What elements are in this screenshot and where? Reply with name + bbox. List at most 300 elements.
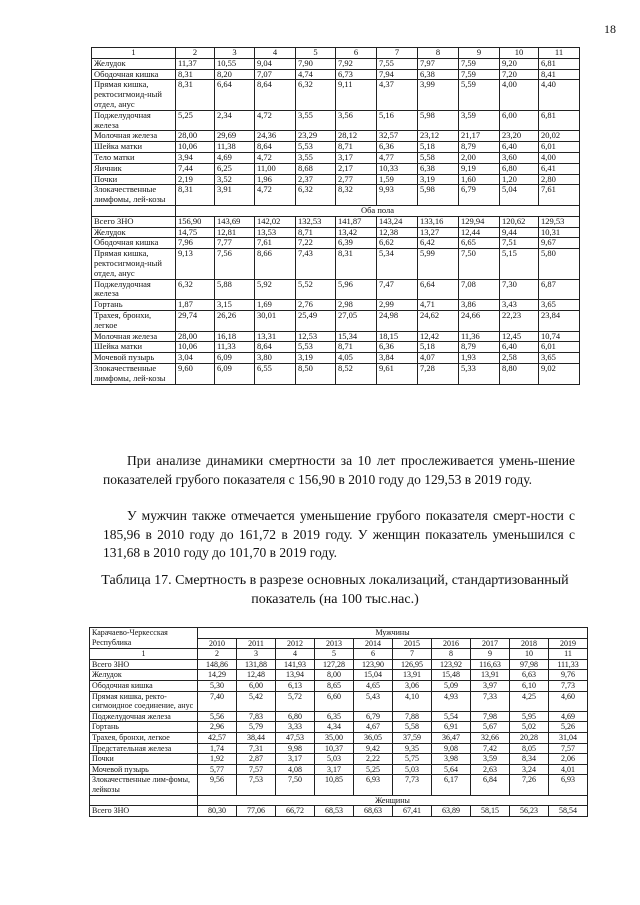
table-cell: 7,59 bbox=[459, 69, 500, 80]
row-label: Мочевой пузырь bbox=[90, 764, 198, 775]
table-cell: 56,23 bbox=[510, 806, 549, 817]
table-cell: 4,77 bbox=[377, 152, 418, 163]
table-cell: 3,43 bbox=[500, 300, 539, 311]
table-cell: 5,96 bbox=[336, 279, 377, 300]
column-number: 8 bbox=[432, 649, 471, 660]
table-cell: 3,98 bbox=[432, 754, 471, 765]
row-label: Всего ЗНО bbox=[90, 806, 198, 817]
table-cell: 11,00 bbox=[255, 163, 296, 174]
table-cell: 2,63 bbox=[471, 764, 510, 775]
table-cell: 4,37 bbox=[377, 80, 418, 110]
table-cell: 5,58 bbox=[393, 722, 432, 733]
table-cell: 6,91 bbox=[432, 722, 471, 733]
table-cell: 6,84 bbox=[471, 775, 510, 795]
table-cell: 8,71 bbox=[336, 342, 377, 353]
table-cell: 6,65 bbox=[459, 238, 500, 249]
table-cell: 6,93 bbox=[549, 775, 588, 795]
table-cell: 6,80 bbox=[276, 711, 315, 722]
table-cell: 8,71 bbox=[296, 227, 336, 238]
table-header-row bbox=[90, 628, 588, 639]
row-label: Мочевой пузырь bbox=[92, 353, 176, 364]
table-cell: 6,40 bbox=[500, 142, 539, 153]
table-cell: 15,34 bbox=[336, 331, 377, 342]
table-cell: 141,93 bbox=[276, 659, 315, 670]
table-cell: 6,42 bbox=[418, 238, 459, 249]
table-cell: 66,72 bbox=[276, 806, 315, 817]
column-number: 8 bbox=[418, 48, 459, 59]
table-cell: 9,02 bbox=[539, 363, 580, 384]
table-cell: 7,61 bbox=[255, 238, 296, 249]
table-cell: 8,31 bbox=[176, 185, 215, 206]
table-cell: 2,98 bbox=[336, 300, 377, 311]
table-row bbox=[92, 363, 580, 384]
table-cell: 8,31 bbox=[176, 80, 215, 110]
table-cell: 5,92 bbox=[255, 279, 296, 300]
table-cell: 9,56 bbox=[198, 775, 237, 795]
table-cell: 5,03 bbox=[393, 764, 432, 775]
row-label: Желудок bbox=[92, 58, 176, 69]
table-cell: 6,87 bbox=[539, 279, 580, 300]
table-cell: 4,69 bbox=[215, 152, 255, 163]
table-row bbox=[92, 353, 580, 364]
table-cell: 2,00 bbox=[459, 152, 500, 163]
table-cell: 131,88 bbox=[237, 659, 276, 670]
table-cell: 4,00 bbox=[539, 152, 580, 163]
table-cell: 6,40 bbox=[500, 342, 539, 353]
table-cell: 7,33 bbox=[471, 691, 510, 711]
table-cell: 25,49 bbox=[296, 310, 336, 331]
row-label: Злокачественные лимфомы, лей-козы bbox=[92, 185, 176, 206]
table-cell: 2,58 bbox=[500, 353, 539, 364]
table-cell: 22,23 bbox=[500, 310, 539, 331]
row-label: Поджелудочная железа bbox=[90, 711, 198, 722]
table-cell: 5,95 bbox=[510, 711, 549, 722]
table-cell: 4,00 bbox=[500, 80, 539, 110]
table-row bbox=[92, 310, 580, 331]
table-cell: 8,80 bbox=[500, 363, 539, 384]
table-cell: 8,41 bbox=[539, 69, 580, 80]
table-cell: 9,61 bbox=[377, 363, 418, 384]
table-cell: 3,80 bbox=[255, 353, 296, 364]
table-cell: 4,72 bbox=[255, 110, 296, 131]
table-cell: 97,98 bbox=[510, 659, 549, 670]
table-cell: 4,34 bbox=[315, 722, 354, 733]
column-number: 7 bbox=[393, 649, 432, 660]
table-row bbox=[92, 185, 580, 206]
table-cell: 7,73 bbox=[393, 775, 432, 795]
table-cell: 5,43 bbox=[354, 691, 393, 711]
page-number: 18 bbox=[604, 22, 616, 36]
table-cell: 7,96 bbox=[176, 238, 215, 249]
table-cell: 5,56 bbox=[198, 711, 237, 722]
table-cell: 6,81 bbox=[539, 58, 580, 69]
table-cell: 10,33 bbox=[377, 163, 418, 174]
table-cell: 5,16 bbox=[377, 110, 418, 131]
table-cell: 4,72 bbox=[255, 185, 296, 206]
group-men-header: Мужчины bbox=[198, 628, 588, 639]
row-label: Ободочная кишка bbox=[90, 680, 198, 691]
table-cell: 129,94 bbox=[459, 216, 500, 227]
table-row bbox=[90, 722, 588, 733]
year-header: 2012 bbox=[276, 638, 315, 649]
table-cell: 68,63 bbox=[354, 806, 393, 817]
table-cell: 7,59 bbox=[459, 58, 500, 69]
table-cell: 10,85 bbox=[315, 775, 354, 795]
table-cell: 2,37 bbox=[296, 174, 336, 185]
table-cell: 24,98 bbox=[377, 310, 418, 331]
table-cell: 3,65 bbox=[539, 353, 580, 364]
table-cell: 13,27 bbox=[418, 227, 459, 238]
row-label: Трахея, бронхи, легкое bbox=[92, 310, 176, 331]
table-cell: 7,20 bbox=[500, 69, 539, 80]
table-cell: 5,52 bbox=[296, 279, 336, 300]
table-cell: 4,60 bbox=[549, 691, 588, 711]
table-cell: 5,54 bbox=[432, 711, 471, 722]
table-cell: 6,79 bbox=[354, 711, 393, 722]
table-cell: 1,20 bbox=[500, 174, 539, 185]
table-cell: 3,60 bbox=[500, 152, 539, 163]
table-cell: 10,06 bbox=[176, 142, 215, 153]
table-cell: 7,97 bbox=[418, 58, 459, 69]
table-cell: 126,95 bbox=[393, 659, 432, 670]
table-row bbox=[92, 238, 580, 249]
table-cell: 12,38 bbox=[377, 227, 418, 238]
table-cell: 6,38 bbox=[418, 163, 459, 174]
column-number: 2 bbox=[198, 649, 237, 660]
table-cell: 6,79 bbox=[459, 185, 500, 206]
year-header: 2018 bbox=[510, 638, 549, 649]
table-row bbox=[90, 711, 588, 722]
table-cell: 3,91 bbox=[215, 185, 255, 206]
table-cell: 6,01 bbox=[539, 142, 580, 153]
table-cell: 9,44 bbox=[500, 227, 539, 238]
table-cell: 5,67 bbox=[471, 722, 510, 733]
table-cell: 8,05 bbox=[510, 743, 549, 754]
table-cell: 11,33 bbox=[215, 342, 255, 353]
row-label: Почки bbox=[90, 754, 198, 765]
table-cell: 3,59 bbox=[471, 754, 510, 765]
table-cell: 6,09 bbox=[215, 353, 255, 364]
table-cell: 8,65 bbox=[315, 680, 354, 691]
row-label: Гортань bbox=[90, 722, 198, 733]
table-cell: 141,87 bbox=[336, 216, 377, 227]
table-cell: 2,19 bbox=[176, 174, 215, 185]
table-cell: 6,38 bbox=[418, 69, 459, 80]
table-cell: 12,81 bbox=[215, 227, 255, 238]
table-cell: 1,74 bbox=[198, 743, 237, 754]
column-number: 10 bbox=[510, 649, 549, 660]
table-cell: 2,77 bbox=[336, 174, 377, 185]
table-cell: 9,76 bbox=[549, 670, 588, 681]
paragraph-dynamics: При анализе динамики смертности за 10 лет прослеживается умень-шение показателей грубого показателя с 156,90 в 2010 году до 129,53 в 2019 году. bbox=[103, 453, 575, 487]
table-cell: 7,88 bbox=[393, 711, 432, 722]
row-label: Всего ЗНО bbox=[92, 216, 176, 227]
row-label: Ободочная кишка bbox=[92, 69, 176, 80]
section-row bbox=[92, 205, 580, 216]
table-cell: 5,98 bbox=[418, 110, 459, 131]
table-cell: 9,04 bbox=[255, 58, 296, 69]
table-cell: 8,79 bbox=[459, 342, 500, 353]
table-cell: 13,42 bbox=[336, 227, 377, 238]
table-cell: 2,06 bbox=[549, 754, 588, 765]
table-cell: 7,57 bbox=[549, 743, 588, 754]
column-number: 9 bbox=[471, 649, 510, 660]
table-cell: 2,76 bbox=[296, 300, 336, 311]
table-cell: 3,19 bbox=[418, 174, 459, 185]
table-cell: 3,84 bbox=[377, 353, 418, 364]
table-cell: 8,00 bbox=[315, 670, 354, 681]
table-cell: 3,86 bbox=[459, 300, 500, 311]
table-cell: 11,36 bbox=[459, 331, 500, 342]
table-cell: 10,55 bbox=[215, 58, 255, 69]
table-cell: 4,05 bbox=[336, 353, 377, 364]
table-cell: 7,50 bbox=[276, 775, 315, 795]
table-row bbox=[92, 152, 580, 163]
column-number: 2 bbox=[176, 48, 215, 59]
table-cell: 5,02 bbox=[510, 722, 549, 733]
table-cell: 2,96 bbox=[198, 722, 237, 733]
table-cell: 5,25 bbox=[176, 110, 215, 131]
table-cell: 9,42 bbox=[354, 743, 393, 754]
table-cell: 6,32 bbox=[176, 279, 215, 300]
section-both-sexes: Оба пола bbox=[176, 205, 580, 216]
table-row bbox=[90, 764, 588, 775]
row-label: Злокачественные лим-фомы, лейкозы bbox=[90, 775, 198, 795]
table-cell: 5,59 bbox=[459, 80, 500, 110]
table-cell: 2,34 bbox=[215, 110, 255, 131]
row-label: Прямая кишка, ректосигмоид-ный отдел, анус bbox=[92, 80, 176, 110]
table-cell: 3,55 bbox=[296, 110, 336, 131]
row-label: Шейка матки bbox=[92, 342, 176, 353]
row-label: Шейка матки bbox=[92, 142, 176, 153]
table-cell: 6,81 bbox=[539, 110, 580, 131]
year-header: 2015 bbox=[393, 638, 432, 649]
table-cell: 10,74 bbox=[539, 331, 580, 342]
column-number: 1 bbox=[90, 649, 198, 660]
year-header: 2011 bbox=[237, 638, 276, 649]
table-cell: 5,77 bbox=[198, 764, 237, 775]
table-cell: 37,59 bbox=[393, 732, 432, 743]
section-empty-cell bbox=[90, 795, 198, 806]
table-cell: 123,90 bbox=[354, 659, 393, 670]
table-row bbox=[92, 142, 580, 153]
table-cell: 68,53 bbox=[315, 806, 354, 817]
paragraph-men-women: У мужчин также отмечается уменьшение грубого показателя смерт-ности с 185,96 в 2010 году до 161,72 в 2019 году. У женщин показатель уменьшился с 131,68 в 2010 году до 101,70 в 2019 году. bbox=[103, 508, 575, 560]
table-cell: 12,45 bbox=[500, 331, 539, 342]
table-cell: 58,54 bbox=[549, 806, 588, 817]
table-cell: 3,06 bbox=[393, 680, 432, 691]
table-cell: 3,94 bbox=[176, 152, 215, 163]
table-cell: 24,36 bbox=[255, 131, 296, 142]
table-cell: 2,99 bbox=[377, 300, 418, 311]
table-cell: 7,98 bbox=[471, 711, 510, 722]
table-cell: 2,22 bbox=[354, 754, 393, 765]
table-cell: 2,80 bbox=[539, 174, 580, 185]
row-label: Молочная железа bbox=[92, 131, 176, 142]
table-cell: 5,53 bbox=[296, 142, 336, 153]
table-cell: 28,00 bbox=[176, 331, 215, 342]
table-cell: 77,06 bbox=[237, 806, 276, 817]
table-cell: 58,15 bbox=[471, 806, 510, 817]
table-cell: 120,62 bbox=[500, 216, 539, 227]
table-row bbox=[90, 732, 588, 743]
table-cell: 4,07 bbox=[418, 353, 459, 364]
table-cell: 6,09 bbox=[215, 363, 255, 384]
table-cell: 3,59 bbox=[459, 110, 500, 131]
table-cell: 3,17 bbox=[315, 764, 354, 775]
table-cell: 7,73 bbox=[549, 680, 588, 691]
table-cell: 1,60 bbox=[459, 174, 500, 185]
table-cell: 6,55 bbox=[255, 363, 296, 384]
table-cell: 21,17 bbox=[459, 131, 500, 142]
table-cell: 6,39 bbox=[336, 238, 377, 249]
year-header: 2014 bbox=[354, 638, 393, 649]
table-cell: 7,57 bbox=[237, 764, 276, 775]
table-cell: 7,22 bbox=[296, 238, 336, 249]
table-cell: 9,11 bbox=[336, 80, 377, 110]
table-cell: 133,16 bbox=[418, 216, 459, 227]
table-cell: 42,57 bbox=[198, 732, 237, 743]
table-cell: 5,04 bbox=[500, 185, 539, 206]
table-cell: 6,41 bbox=[539, 163, 580, 174]
table-cell: 7,43 bbox=[296, 249, 336, 279]
table-cell: 38,44 bbox=[237, 732, 276, 743]
table-row bbox=[92, 227, 580, 238]
table-cell: 5,64 bbox=[432, 764, 471, 775]
year-header: 2016 bbox=[432, 638, 471, 649]
table-cell: 3,17 bbox=[276, 754, 315, 765]
table-cell: 3,04 bbox=[176, 353, 215, 364]
table-row bbox=[92, 342, 580, 353]
table-cell: 1,96 bbox=[255, 174, 296, 185]
table-cell: 20,28 bbox=[510, 732, 549, 743]
column-number: 6 bbox=[354, 649, 393, 660]
table-row bbox=[92, 249, 580, 279]
table-cell: 7,44 bbox=[176, 163, 215, 174]
table-row bbox=[92, 279, 580, 300]
table-cell: 5,34 bbox=[377, 249, 418, 279]
table-row bbox=[92, 331, 580, 342]
table-cell: 9,08 bbox=[432, 743, 471, 754]
table-cell: 3,97 bbox=[471, 680, 510, 691]
table-cell: 6,93 bbox=[354, 775, 393, 795]
row-label: Прямая кишка, ректосигмоид-ный отдел, анус bbox=[92, 249, 176, 279]
table-cell: 5,88 bbox=[215, 279, 255, 300]
table-cell: 36,05 bbox=[354, 732, 393, 743]
table-cell: 3,52 bbox=[215, 174, 255, 185]
table-cell: 143,69 bbox=[215, 216, 255, 227]
table-row bbox=[92, 131, 580, 142]
table-cell: 5,18 bbox=[418, 142, 459, 153]
table-row bbox=[92, 110, 580, 131]
table-cell: 7,53 bbox=[237, 775, 276, 795]
table-cell: 7,47 bbox=[377, 279, 418, 300]
table-cell: 5,26 bbox=[549, 722, 588, 733]
table-cell: 3,33 bbox=[276, 722, 315, 733]
table-cell: 4,01 bbox=[549, 764, 588, 775]
table-cell: 6,10 bbox=[510, 680, 549, 691]
table-cell: 5,72 bbox=[276, 691, 315, 711]
table-cell: 5,09 bbox=[432, 680, 471, 691]
table-row bbox=[90, 806, 588, 817]
table-cell: 7,30 bbox=[500, 279, 539, 300]
table-cell: 23,84 bbox=[539, 310, 580, 331]
table-cell: 5,53 bbox=[296, 342, 336, 353]
table-cell: 123,92 bbox=[432, 659, 471, 670]
table-cell: 47,53 bbox=[276, 732, 315, 743]
table-cell: 10,06 bbox=[176, 342, 215, 353]
table-cell: 5,33 bbox=[459, 363, 500, 384]
table-cell: 26,26 bbox=[215, 310, 255, 331]
table-cell: 7,56 bbox=[215, 249, 255, 279]
mortality-table-continued bbox=[91, 47, 580, 385]
table-cell: 13,53 bbox=[255, 227, 296, 238]
table-cell: 12,44 bbox=[459, 227, 500, 238]
column-number: 10 bbox=[500, 48, 539, 59]
table-cell: 7,94 bbox=[377, 69, 418, 80]
table-cell: 30,01 bbox=[255, 310, 296, 331]
table-cell: 3,15 bbox=[215, 300, 255, 311]
table-cell: 5,99 bbox=[418, 249, 459, 279]
table-cell: 31,04 bbox=[549, 732, 588, 743]
row-label: Почки bbox=[92, 174, 176, 185]
table-cell: 3,99 bbox=[418, 80, 459, 110]
table-cell: 6,00 bbox=[500, 110, 539, 131]
table-17 bbox=[89, 627, 588, 817]
table-cell: 6,64 bbox=[418, 279, 459, 300]
table-cell: 8,31 bbox=[336, 249, 377, 279]
table-cell: 9,13 bbox=[176, 249, 215, 279]
table-row bbox=[92, 174, 580, 185]
table-row bbox=[92, 163, 580, 174]
table-cell: 3,24 bbox=[510, 764, 549, 775]
section-row bbox=[90, 795, 588, 806]
table-cell: 1,93 bbox=[459, 353, 500, 364]
table-cell: 7,83 bbox=[237, 711, 276, 722]
table-cell: 23,29 bbox=[296, 131, 336, 142]
table-cell: 8,66 bbox=[255, 249, 296, 279]
table-cell: 8,79 bbox=[459, 142, 500, 153]
table-cell: 7,90 bbox=[296, 58, 336, 69]
table-cell: 8,64 bbox=[255, 142, 296, 153]
table-cell: 6,80 bbox=[500, 163, 539, 174]
column-number: 6 bbox=[336, 48, 377, 59]
table-cell: 14,29 bbox=[198, 670, 237, 681]
table-row bbox=[90, 659, 588, 670]
table-cell: 11,38 bbox=[215, 142, 255, 153]
table-17-caption: Таблица 17. Смертность в разрезе основных локализаций, стандартизованный показатель (на 100 тыс.нас.) bbox=[101, 573, 569, 607]
table-cell: 5,42 bbox=[237, 691, 276, 711]
table-header-row bbox=[92, 48, 580, 59]
table-cell: 32,57 bbox=[377, 131, 418, 142]
table-cell: 7,50 bbox=[459, 249, 500, 279]
table-cell: 5,25 bbox=[354, 764, 393, 775]
table-cell: 13,91 bbox=[471, 670, 510, 681]
table-row bbox=[90, 754, 588, 765]
row-label: Поджелудочная железа bbox=[92, 279, 176, 300]
table-cell: 5,75 bbox=[393, 754, 432, 765]
table-cell: 35,00 bbox=[315, 732, 354, 743]
row-label: Трахея, бронхи, легкое bbox=[90, 732, 198, 743]
table-cell: 132,53 bbox=[296, 216, 336, 227]
year-header: 2017 bbox=[471, 638, 510, 649]
year-header: 2019 bbox=[549, 638, 588, 649]
table-cell: 13,94 bbox=[276, 670, 315, 681]
column-number: 4 bbox=[276, 649, 315, 660]
table-cell: 8,64 bbox=[255, 80, 296, 110]
table-cell: 6,32 bbox=[296, 80, 336, 110]
table-cell: 7,26 bbox=[510, 775, 549, 795]
